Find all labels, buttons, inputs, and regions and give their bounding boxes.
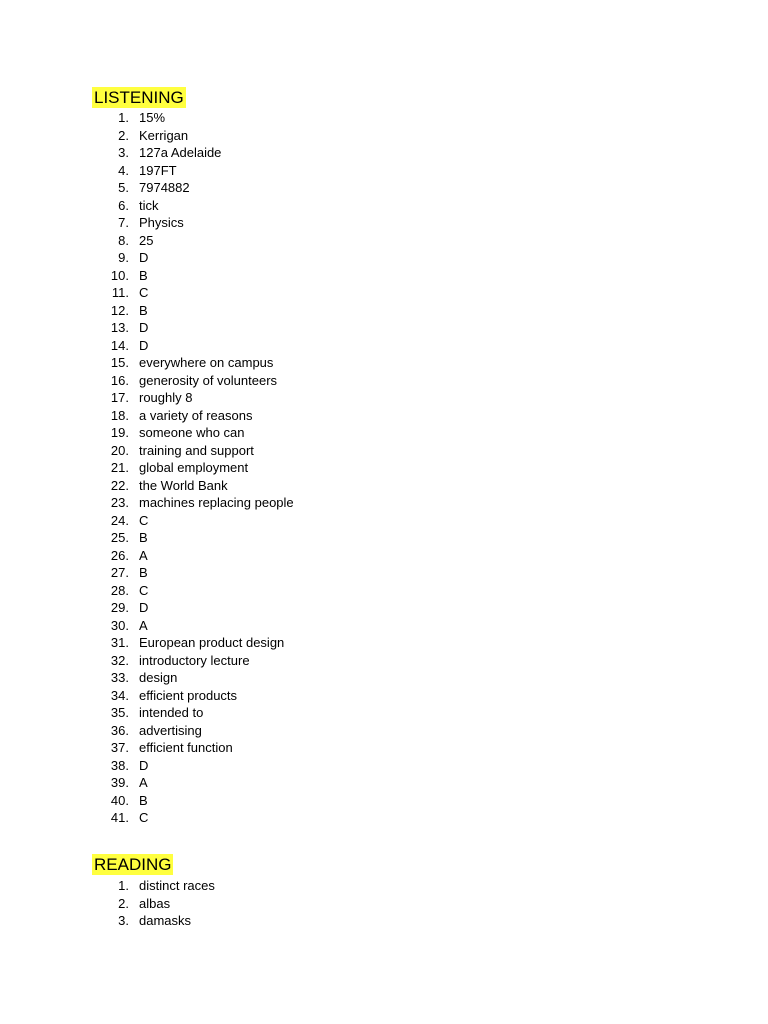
answer-text: generosity of volunteers	[139, 372, 278, 388]
answer-text: global employment	[139, 460, 249, 475]
question-number: 15.	[110, 355, 129, 370]
answer-item	[100, 687, 294, 705]
question-number: 30.	[110, 617, 129, 633]
answer-item	[100, 564, 294, 582]
question-number: 5.	[118, 180, 129, 195]
question-number: 31.	[110, 635, 129, 650]
answer-text: B	[139, 530, 148, 545]
answer-text: 127a Adelaide	[139, 145, 222, 160]
answer-item	[100, 459, 294, 477]
question-number: 34.	[110, 687, 129, 703]
question-number: 39.	[110, 775, 129, 790]
answer-item	[100, 529, 294, 547]
answer-text: B	[139, 792, 148, 808]
answer-item	[100, 599, 294, 617]
answer-text: A	[139, 775, 148, 790]
question-number: 35.	[110, 705, 129, 720]
question-number: 37.	[110, 740, 129, 755]
listening-heading: LISTENING	[94, 88, 184, 107]
listening-answer-list	[100, 109, 294, 827]
answer-text: B	[139, 267, 148, 283]
answer-item	[100, 809, 294, 827]
question-number: 1.	[118, 110, 129, 125]
answer-text: advertising	[139, 722, 202, 738]
answer-text: D	[139, 757, 149, 773]
answer-text: D	[139, 250, 149, 265]
answer-text: A	[139, 617, 148, 633]
answer-item	[100, 547, 294, 565]
answer-item	[100, 442, 294, 460]
question-number: 21.	[110, 460, 129, 475]
answer-text: someone who can	[139, 425, 245, 440]
answer-text: D	[139, 320, 149, 335]
question-number: 7.	[118, 215, 129, 230]
answer-item	[100, 144, 294, 162]
answer-item	[100, 319, 294, 337]
answer-text: C	[139, 285, 149, 300]
reading-heading: READING	[94, 855, 172, 874]
answer-text: Physics	[139, 215, 184, 230]
answer-item	[100, 267, 294, 285]
reading-answer-list	[100, 877, 215, 930]
answer-item	[100, 895, 215, 913]
answer-item	[100, 669, 294, 687]
question-number: 41.	[110, 810, 129, 825]
answer-item	[100, 337, 294, 355]
answer-text: D	[139, 337, 149, 353]
answer-text: 25	[139, 232, 154, 248]
answer-item	[100, 652, 294, 670]
answer-text: albas	[139, 895, 171, 911]
answer-text: training and support	[139, 442, 254, 458]
answer-text: a variety of reasons	[139, 407, 253, 423]
question-number: 9.	[118, 250, 129, 265]
question-number: 16.	[110, 372, 129, 388]
answer-item	[100, 389, 294, 407]
answer-text: everywhere on campus	[139, 355, 274, 370]
question-number: 26.	[110, 547, 129, 563]
answer-text: efficient products	[139, 687, 238, 703]
answer-text: design	[139, 670, 178, 685]
answer-text: C	[139, 512, 149, 528]
answer-item	[100, 877, 215, 895]
answer-text: 15%	[139, 110, 166, 125]
answer-item	[100, 617, 294, 635]
question-number: 8.	[118, 232, 129, 248]
question-number: 17.	[110, 390, 129, 405]
answer-text: B	[139, 565, 148, 580]
question-number: 12.	[110, 302, 129, 318]
answer-item	[100, 109, 294, 127]
answer-item	[100, 774, 294, 792]
answer-text: 7974882	[139, 180, 190, 195]
question-number: 20.	[110, 442, 129, 458]
question-number: 2.	[118, 127, 129, 143]
question-number: 1.	[118, 878, 129, 893]
answer-text: intended to	[139, 705, 204, 720]
answer-item	[100, 249, 294, 267]
answer-item	[100, 424, 294, 442]
answer-item	[100, 284, 294, 302]
answer-item	[100, 912, 215, 930]
answer-item	[100, 757, 294, 775]
question-number: 36.	[110, 722, 129, 738]
answer-text: Kerrigan	[139, 127, 189, 143]
answer-text: C	[139, 810, 149, 825]
question-number: 32.	[110, 652, 129, 668]
question-number: 27.	[110, 565, 129, 580]
question-number: 14.	[110, 337, 129, 353]
answer-text: 197FT	[139, 162, 177, 178]
answer-item	[100, 162, 294, 180]
question-number: 3.	[118, 913, 129, 928]
answer-item	[100, 792, 294, 810]
answer-item	[100, 739, 294, 757]
question-number: 28.	[110, 582, 129, 598]
answer-item	[100, 407, 294, 425]
question-number: 10.	[110, 267, 129, 283]
answer-text: European product design	[139, 635, 285, 650]
question-number: 38.	[110, 757, 129, 773]
answer-text: D	[139, 600, 149, 615]
question-number: 3.	[118, 145, 129, 160]
answer-item	[100, 197, 294, 215]
question-number: 18.	[110, 407, 129, 423]
answer-item	[100, 214, 294, 232]
answer-item	[100, 127, 294, 145]
question-number: 29.	[110, 600, 129, 615]
answer-item	[100, 354, 294, 372]
answer-text: distinct races	[139, 878, 215, 893]
answer-text: B	[139, 302, 148, 318]
question-number: 23.	[110, 495, 129, 510]
answer-item	[100, 179, 294, 197]
question-number: 19.	[110, 425, 129, 440]
question-number: 13.	[110, 320, 129, 335]
question-number: 40.	[110, 792, 129, 808]
answer-text: the World Bank	[139, 477, 228, 493]
answer-item	[100, 372, 294, 390]
question-number: 11.	[111, 285, 129, 300]
answer-item	[100, 704, 294, 722]
answer-text: introductory lecture	[139, 652, 250, 668]
answer-item	[100, 302, 294, 320]
answer-item	[100, 582, 294, 600]
answer-text: tick	[139, 197, 159, 213]
answer-text: damasks	[139, 913, 192, 928]
question-number: 2.	[118, 895, 129, 911]
answer-text: roughly 8	[139, 390, 193, 405]
answer-item	[100, 512, 294, 530]
question-number: 4.	[118, 162, 129, 178]
answer-text: machines replacing people	[139, 495, 294, 510]
answer-text: C	[139, 582, 149, 598]
answer-item	[100, 634, 294, 652]
answer-text: A	[139, 547, 148, 563]
question-number: 24.	[110, 512, 129, 528]
answer-item	[100, 494, 294, 512]
answer-item	[100, 232, 294, 250]
question-number: 33.	[110, 670, 129, 685]
question-number: 25.	[110, 530, 129, 545]
answer-text: efficient function	[139, 740, 233, 755]
question-number: 6.	[118, 197, 129, 213]
answer-item	[100, 722, 294, 740]
question-number: 22.	[110, 477, 129, 493]
answer-item	[100, 477, 294, 495]
